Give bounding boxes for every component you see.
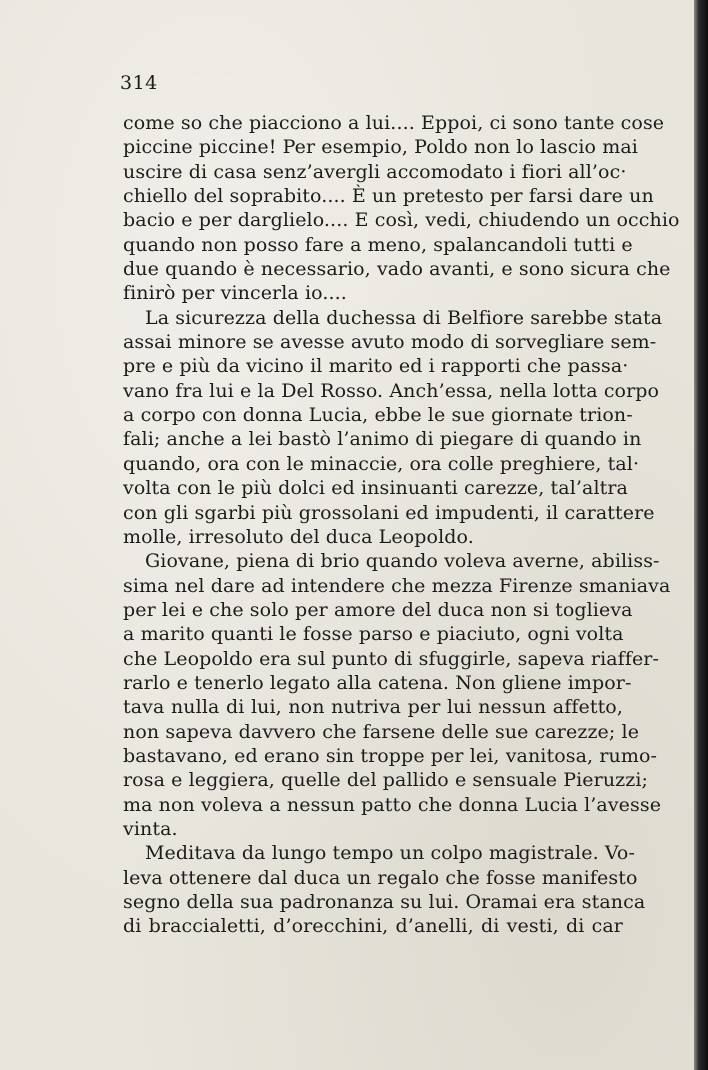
text-line: di braccialetti, d’orecchini, d’anelli, di vesti, di car	[123, 915, 623, 938]
text-line: bastavano, ed erano sin troppe per lei, vanitosa, rumo-	[123, 744, 658, 767]
body-text	[123, 111, 680, 939]
text-line: come so che piacciono a lui.... Eppoi, ci sono tante cose	[123, 112, 665, 134]
text-line: Giovane, piena di brio quando voleva averne, abiliss-	[145, 550, 660, 573]
text-line: segno della sua padronanza su lui. Oramai era stanca	[123, 891, 646, 913]
text-line: pre e più da vicino il marito ed i rapporti che passa·	[123, 355, 629, 378]
text-line: molle, irresoluto del duca Leopoldo.	[123, 525, 474, 548]
text-line: per lei e che solo per amore del duca non si toglieva	[123, 598, 633, 621]
text-line: tava nulla di lui, non nutriva per lui nessun affetto,	[123, 696, 623, 719]
text-line: vano fra lui e la Del Rosso. Anch’essa, nella lotta corpo	[123, 379, 660, 402]
text-line: ma non voleva a nessun patto che donna Lucia l’avesse	[123, 793, 662, 816]
text-line: chiello del soprabito.... È un pretesto per farsi dare un	[123, 185, 654, 208]
text-line: sima nel dare ad intendere che mezza Firenze smaniava	[123, 574, 671, 597]
text-line: uscire di casa senz’avergli accomodato i fiori all’oc·	[123, 160, 627, 183]
text-line: con gli sgarbi più grossolani ed impudenti, il carattere	[123, 501, 655, 524]
page-number: 314	[120, 72, 158, 94]
text-line: La sicurezza della duchessa di Belfiore sarebbe stata	[145, 306, 663, 329]
text-line: quando non posso fare a meno, spalancandoli tutti e	[123, 233, 633, 256]
text-line: vinta.	[123, 817, 178, 840]
text-line: piccine piccine! Per esempio, Poldo non lo lascio mai	[123, 136, 638, 159]
text-line: due quando è necessario, vado avanti, e sono sicura che	[123, 258, 671, 281]
text-line: non sapeva davvero che farsene delle sue carezze; le	[123, 720, 640, 743]
text-line: assai minore se avesse avuto modo di sorvegliare sem-	[123, 331, 657, 354]
page-edge-shadow	[694, 0, 708, 1070]
text-line: quando, ora con le minaccie, ora colle preghiere, tal·	[123, 452, 640, 475]
text-line: Meditava da lungo tempo un colpo magistrale. Vo-	[145, 842, 635, 865]
text-line: rosa e leggiera, quelle del pallido e sensuale Pieruzzi;	[123, 769, 649, 792]
text-line: leva ottenere dal duca un regalo che fosse manifesto	[123, 866, 638, 889]
text-line: volta con le più dolci ed insinuanti carezze, tal’altra	[123, 477, 628, 500]
text-line: a marito quanti le fosse parso e piaciuto, ogni volta	[123, 623, 624, 646]
text-line: fali; anche a lei bastò l’animo di piegare di quando in	[123, 428, 642, 451]
text-line: rarlo e tenerlo legato alla catena. Non gliene impor-	[123, 671, 632, 694]
text-line: che Leopoldo era sul punto di sfuggirle, sapeva riaffer-	[123, 647, 659, 670]
text-line: a corpo con donna Lucia, ebbe le sue giornate trion-	[123, 404, 633, 427]
text-line: bacio e per darglielo.... E così, vedi, chiudendo un occhio	[123, 209, 680, 232]
text-line: finirò per vincerla io....	[123, 282, 347, 305]
